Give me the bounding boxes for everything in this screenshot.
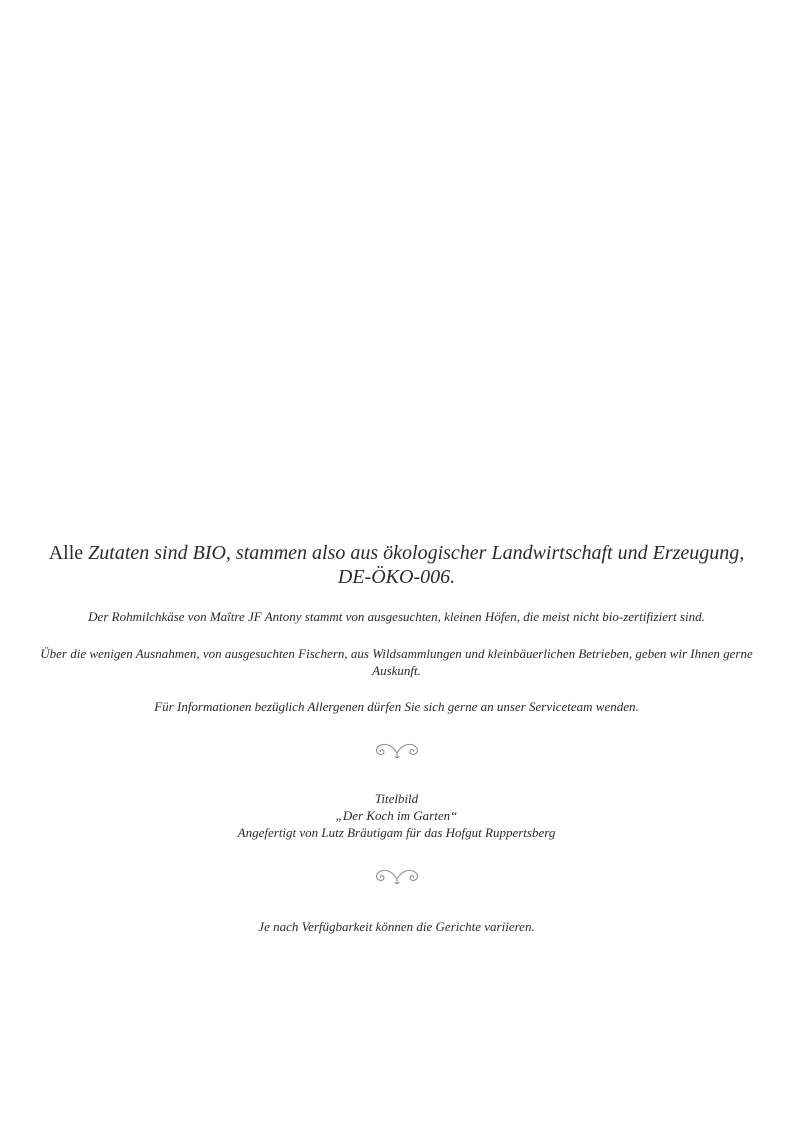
exceptions-note: Über die wenigen Ausnahmen, von ausgesuchten Fischern, aus Wildsammlungen und kleinbäuerlichen Betrieben, geben wir Ihnen gerne Auskunft. — [40, 646, 753, 678]
headline-word-alle: Alle — [48, 542, 84, 564]
cover-image-credit — [30, 790, 763, 841]
headline-certification: DE-ÖKO-006. — [337, 566, 456, 588]
organic-statement — [30, 541, 763, 589]
headline-text: Zutaten sind BIO, stammen also aus ökologischer Landwirtschaft und Erzeugung, — [88, 542, 745, 564]
availability-note: Je nach Verfügbarkeit können die Gerichte variieren. — [258, 919, 535, 934]
cheese-note: Der Rohmilchkäse von Maître JF Antony stammt von ausgesuchten, kleinen Höfen, die meist nicht bio-zertifiziert sind. — [88, 609, 705, 624]
scroll-flourish-icon — [371, 866, 423, 886]
credit-title: „Der Koch im Garten“ — [335, 808, 458, 823]
credit-author: Angefertigt von Lutz Bräutigam für das Hofgut Ruppertsberg — [237, 825, 556, 840]
credit-label: Titelbild — [374, 791, 419, 806]
scroll-flourish-icon — [371, 740, 423, 760]
allergen-note: Für Informationen bezüglich Allergenen dürfen Sie sich gerne an unser Serviceteam wenden. — [154, 699, 639, 714]
